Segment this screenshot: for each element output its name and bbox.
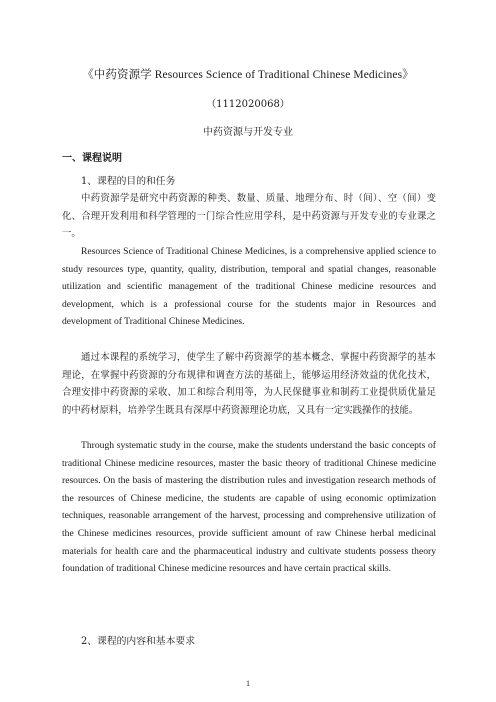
major-name: 中药资源与开发专业 [203,127,293,138]
subsection-heading-purpose: 1、课程的目的和任务 [81,176,176,187]
document-title: 《中药资源学 Resources Science of Traditional Chinese Medicines》 [82,69,414,81]
page-number: 1 [246,679,250,688]
paragraph-english-2: Through systematic study in the course, make the students understand the basic concepts of traditional Chinese medicine resources, master the basic theory of traditional Chinese medicine resources. On the basis of mastering the distribution rules and investigation research methods of the resources of Chinese medicine, the students are capable of using economic optimization techniques, reasonable arrangement of the harvest, processing and comprehensive utilization of the Chinese medicines resources, provide sufficient amount of raw Chinese herbal medicinal materials for health care and the pharmaceutical industry and cultivate students possess theory foundation of traditional Chinese medicine resources and have certain practical skills. [62,440,436,575]
section-heading: 一、课程说明 [62,153,122,164]
paragraph-chinese-1: 中药资源学是研究中药资源的种类、数量、质量、地理分布、时（间）、空（间）变化、合理开发利用和科学管理的一门综合性应用学科，是中药资源与开发专业的专业课之一。 [62,193,436,240]
paragraph-chinese-2: 通过本课程的系统学习，使学生了解中药资源学的基本概念、掌握中药资源学的基本理论，在掌握中药资源的分布规律和调查方法的基础上，能够运用经济效益的优化技术，合理安排中药资源的采收、加工和综合利用等，为人民保健事业和制药工业提供质优量足的中药材原料，培养学生既具有深厚中药资源理论功底，又具有一定实践操作的技能。 [62,352,436,416]
course-code: （1112020068） [206,99,290,110]
subsection-heading-content: 2、课程的内容和基本要求 [81,636,195,647]
paragraph-english-1: Resources Science of Traditional Chinese Medicines, is a comprehensive applied science to study resources type, quantity, quality, distribution, temporal and spatial changes, reasonable utilization and scientific management of the traditional Chinese medicine resources and development, which is a professional course for the students major in Resources and development of Traditional Chinese Medicines. [62,246,436,328]
